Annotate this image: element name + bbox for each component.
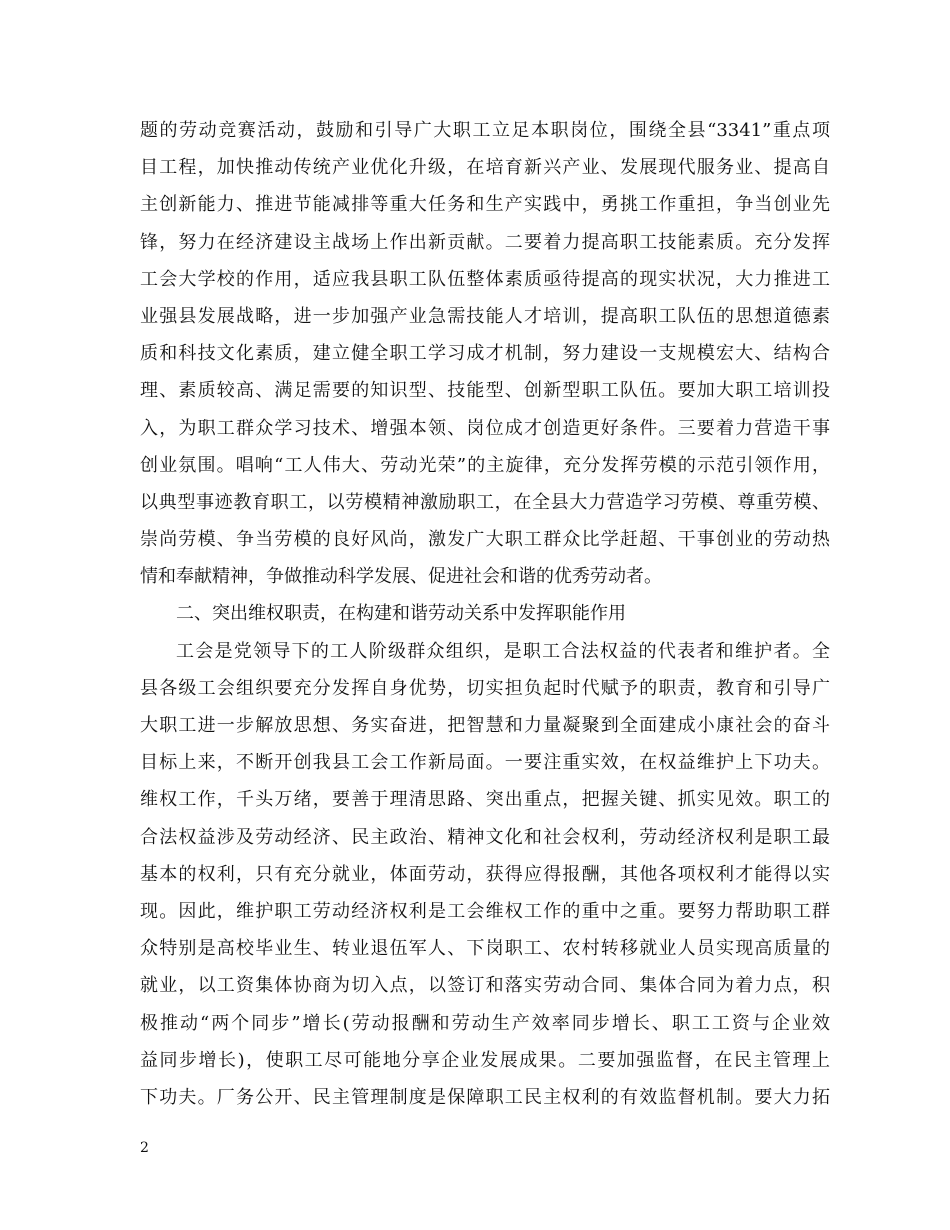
text-line: 县各级工会组织要充分发挥自身优势，切实担负起时代赋予的职责，教育和引导广 bbox=[140, 677, 830, 699]
text-line: 业强县发展战略，进一步加强产业急需技能人才培训，提高职工队伍的思想道德素 bbox=[140, 305, 830, 327]
text-line: 质和科技文化素质，建立健全职工学习成才机制，努力建设一支规模宏大、结构合 bbox=[140, 343, 830, 365]
text-line: 就业，以工资集体协商为切入点，以签订和落实劳动合同、集体合同为着力点，积 bbox=[140, 975, 830, 997]
text-line: 以典型事迹教育职工，以劳模精神激励职工，在全县大力营造学习劳模、尊重劳模、 bbox=[140, 491, 830, 513]
body-text bbox=[140, 112, 830, 1116]
text-line: 题的劳动竞赛活动，鼓励和引导广大职工立足本职岗位，围绕全县“3341”重点项 bbox=[140, 120, 830, 141]
text-line: 目标上来，不断开创我县工会工作新局面。一要注重实效，在权益维护上下功夫。 bbox=[140, 752, 830, 774]
section-heading: 二、突出维权职责，在构建和谐劳动关系中发挥职能作用 bbox=[176, 603, 626, 625]
text-line: 创业氛围。唱响“工人伟大、劳动光荣”的主旋律，充分发挥劳模的示范引领作用， bbox=[140, 454, 830, 476]
text-line: 维权工作，千头万绪，要善于理清思路、突出重点，把握关键、抓实见效。职工的 bbox=[140, 789, 830, 811]
text-line: 大职工进一步解放思想、务实奋进，把智慧和力量凝聚到全面建成小康社会的奋斗 bbox=[140, 715, 830, 736]
text-line: 下功夫。厂务公开、民主管理制度是保障职工民主权利的有效监督机制。要大力拓 bbox=[140, 1086, 830, 1108]
text-line: 工会是党领导下的工人阶级群众组织，是职工合法权益的代表者和维护者。全 bbox=[176, 640, 830, 662]
text-line: 崇尚劳模、争当劳模的良好风尚，激发广大职工群众比学赶超、干事创业的劳动热 bbox=[140, 529, 830, 551]
text-line: 合法权益涉及劳动经济、民主政治、精神文化和社会权利，劳动经济权利是职工最 bbox=[140, 826, 830, 848]
text-line: 基本的权利，只有充分就业，体面劳动，获得应得报酬，其他各项权利才能得以实 bbox=[140, 863, 830, 885]
text-line: 主创新能力、推进节能减排等重大任务和生产实践中，勇挑工作重担，争当创业先 bbox=[140, 194, 830, 216]
text-line: 理、素质较高、满足需要的知识型、技能型、创新型职工队伍。要加大职工培训投 bbox=[140, 380, 830, 402]
text-line: 工会大学校的作用，适应我县职工队伍整体素质亟待提高的现实状况，大力推进工 bbox=[140, 268, 830, 290]
page-number: 2 bbox=[140, 1140, 149, 1156]
text-line: 锋，努力在经济建设主战场上作出新贡献。二要着力提高职工技能素质。充分发挥 bbox=[140, 231, 830, 253]
text-line: 众特别是高校毕业生、转业退伍军人、下岗职工、农村转移就业人员实现高质量的 bbox=[140, 938, 830, 960]
text-line: 目工程，加快推动传统产业优化升级，在培育新兴产业、发展现代服务业、提高自 bbox=[140, 157, 830, 179]
text-line: 现。因此，维护职工劳动经济权利是工会维权工作的重中之重。要努力帮助职工群 bbox=[140, 900, 830, 922]
text-line: 极推动“两个同步”增长(劳动报酬和劳动生产效率同步增长、职工工资与企业效 bbox=[140, 1012, 830, 1034]
text-line: 益同步增长)，使职工尽可能地分享企业发展成果。二要加强监督，在民主管理上 bbox=[140, 1049, 830, 1071]
text-line: 入，为职工群众学习技术、增强本领、岗位成才创造更好条件。三要着力营造干事 bbox=[140, 417, 830, 439]
text-line: 情和奉献精神，争做推动科学发展、促进社会和谐的优秀劳动者。 bbox=[140, 566, 662, 588]
